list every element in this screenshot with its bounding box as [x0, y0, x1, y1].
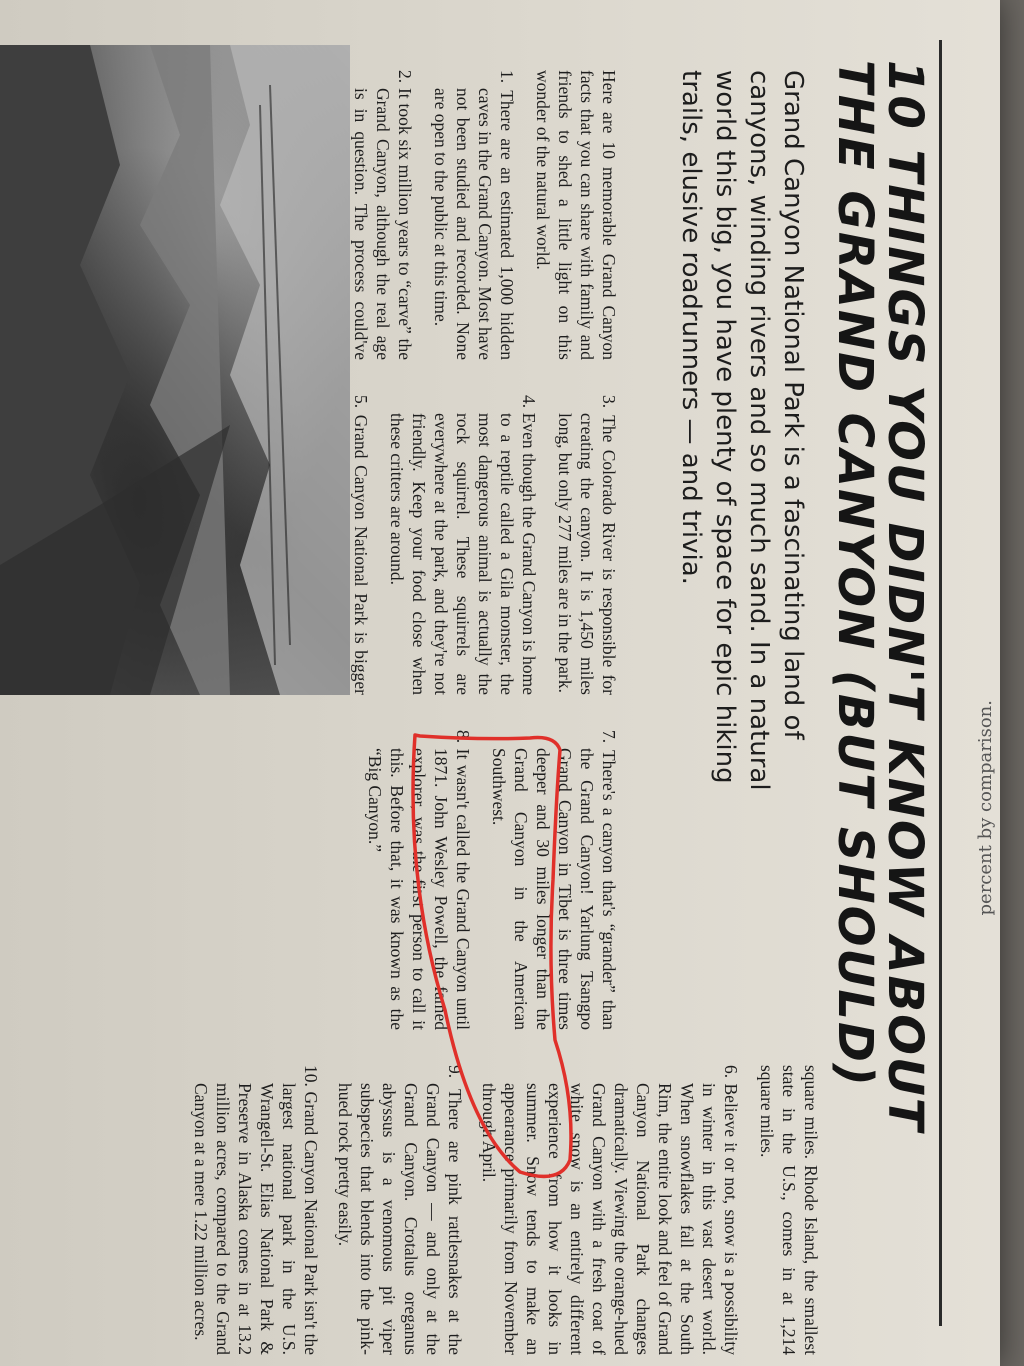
top-rule [939, 40, 942, 1326]
fact-7: 7. There's a canyon that's “grander” than the Grand Canyon! Yarlung Tsangpo Grand Canyon in Tibet is three times deeper and 30 miles longer than the Grand Canyon in the American Southwest. [489, 730, 619, 1030]
fact-4: 4. Even though the Grand Canyon is home to a reptile called a Gila monster, the most dangerous animal is actually the rock squirrel. These squirrels are everywhere at the park, and they're not friendly. Keep your food close when these critters are around. [387, 395, 539, 695]
fact-2: 2. It took six million years to “carve” the Grand Canyon, although the real age is in question. The process could've [351, 70, 415, 360]
column-4 [178, 1065, 822, 1355]
article-headline [827, 60, 933, 1300]
fact-10: 10. Grand Canyon National Park isn't the largest national park in the U.S. Wrangell-St. Elias National Park & Preserve in Alaska comes in at 13.2 million acres, compared to the Grand Canyon at a mere 1.22 million acres. [191, 1065, 321, 1355]
fact-6: 6. Believe it or not, snow is a possibility in winter in this vast desert world. When snowflakes fall at the South Rim, the entire look and feel of Grand Canyon National Park changes dramatically. Viewing the orange-hued Grand Canyon with a fresh coat of white snow is an entirely different experience from how it looks in summer. Snow tends to make an appearance primarily from November through April. [479, 1065, 741, 1355]
fact-9: 9. There are pink rattlesnakes at the Grand Canyon — and only at the Grand Canyon. Crotalus oreganus abyssus is a venomous pit viper subspecies that blends into the pink-hued rock pretty easily. [335, 1065, 465, 1355]
headline-line-2: THE GRAND CANYON (BUT SHOULD) [827, 60, 883, 1088]
grand-canyon-photo [0, 45, 350, 695]
article-intro: Grand Canyon National Park is a fascinating land of canyons, winding rivers and so much sand. In a natural world this big, you have plenty of space for epic hiking trails, elusive roadrunners — and trivia. [676, 70, 808, 791]
canyon-landscape-illustration [0, 45, 350, 695]
previous-article-fragment: percent by comparison. [975, 700, 996, 916]
fact-8: 8. It wasn't called the Grand Canyon until 1871. John Wesley Powell, the famed explorer, was the first person to call it this. Before that, it was known as the “Big Canyon.” [365, 730, 473, 1030]
fact-5: 5. Grand Canyon National Park is bigger [351, 395, 371, 695]
headline-line-1: 10 THINGS YOU DIDN'T KNOW ABOUT [877, 60, 933, 1133]
fact-3: 3. The Colorado River is responsible for creating the canyon. It is 1,450 miles long, but only 277 miles are in the park. [555, 395, 619, 695]
column-3 [350, 730, 620, 1030]
fact-5-continued: square miles. Rhode Island, the smallest state in the U.S., comes in at 1,214 square miles. [757, 1065, 821, 1355]
article-lead: Here are 10 memorable Grand Canyon facts that you can share with family and friends to shed a little light on this wonder of the natural world. [533, 70, 619, 360]
fact-1: 1. There are an estimated 1,000 hidden caves in the Grand Canyon. Most have not been studied and recorded. None are open to the public at this time. [431, 70, 517, 360]
